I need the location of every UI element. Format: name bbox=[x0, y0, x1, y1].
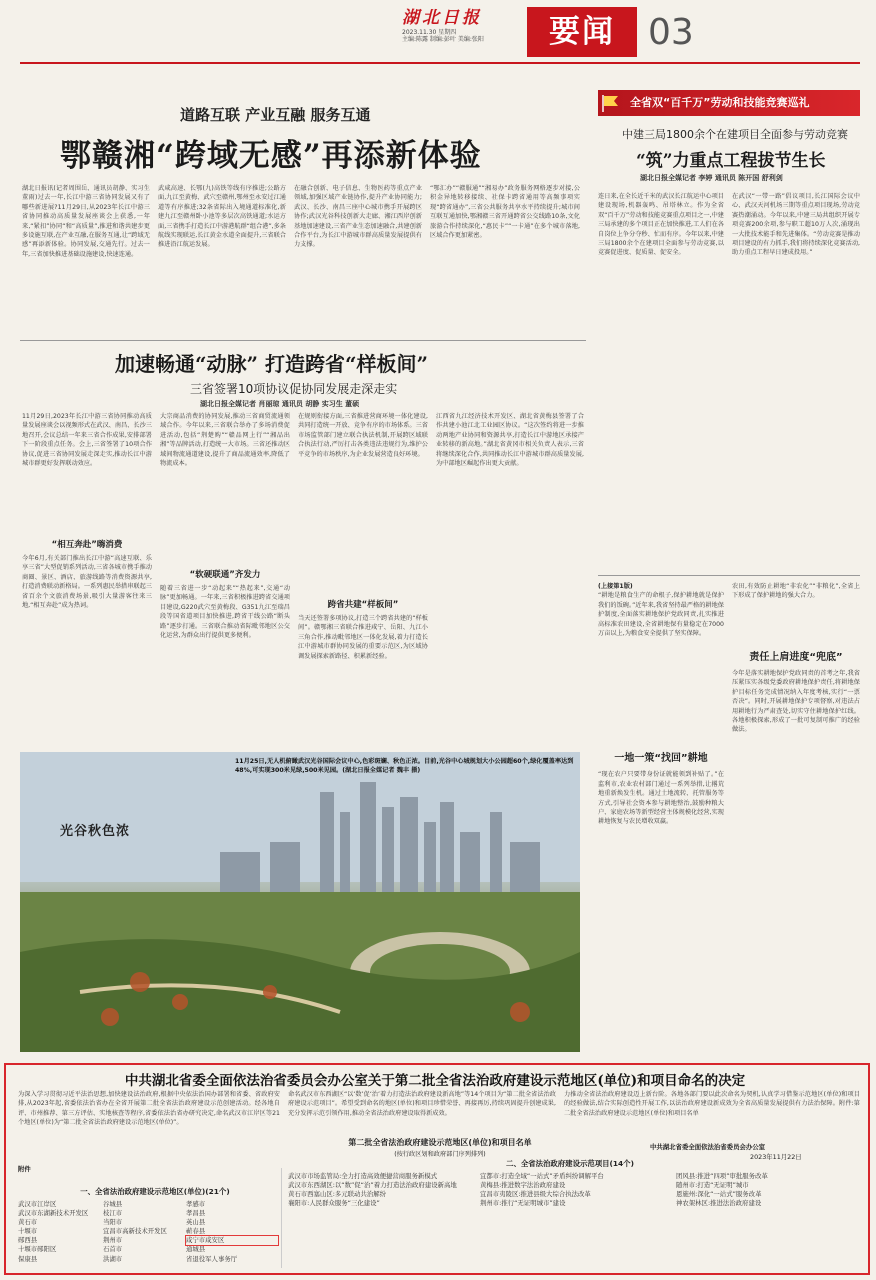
list-item: 石首市 bbox=[103, 1245, 123, 1254]
decision-title: 中共湖北省委全面依法治省委员会办公室关于第二批全省法治政府建设示范地区(单位)和项目命名的决定 bbox=[124, 1073, 746, 1089]
list-item: 英山县 bbox=[186, 1218, 206, 1227]
list-item: 荆州市 bbox=[103, 1236, 123, 1245]
right-headline: “筑”力重点工程拔节生长 bbox=[636, 151, 826, 171]
right-kicker: 中建三局1800余个在建项目全面参与劳动竞赛 bbox=[622, 128, 848, 141]
column-rule bbox=[281, 1168, 282, 1268]
second-col-2 bbox=[160, 412, 290, 742]
list-item: 随州市:打造“无证明”城市 bbox=[676, 1181, 749, 1190]
second-col-1 bbox=[22, 412, 152, 742]
list-item: 十堰市 bbox=[18, 1227, 38, 1236]
decision-signature: 中共湖北省委全面依法治省委员会办公室 bbox=[650, 1143, 766, 1151]
issue-info bbox=[402, 29, 522, 43]
list-item: 武汉市东西湖区:以“数”促“治”着力打造法治政府建设新高地 bbox=[288, 1181, 457, 1190]
list-item: 洪湖市 bbox=[103, 1254, 123, 1263]
list-item: 黄石市西塞山区:多元联动共治解纷 bbox=[288, 1190, 387, 1199]
list-item: 宜昌市夷陵区:推进县级大综合执法改革 bbox=[480, 1190, 591, 1199]
list-item: 武汉市市场监管局:全力打造高效便捷营商服务新模式 bbox=[288, 1172, 438, 1180]
list-item: 当阳市 bbox=[103, 1218, 123, 1227]
lead-headline: 鄂赣湘“跨域无感”再添新体验 bbox=[60, 138, 482, 174]
photo-title: 光谷秋色浓 bbox=[60, 824, 131, 839]
newspaper-logo: 湖北日报 bbox=[402, 8, 482, 28]
photo-caption: 11月25日,无人机俯瞰武汉光谷国际会议中心,色彩斑斓、秋色正浓。目前,光谷中心城规划大小公园超60个,绿化覆盖率达到48%,可实现300米见绿,500米见园。(湖北日报全媒记者 魏丰 摄) bbox=[235, 758, 574, 774]
right-col-4b-text: 今年是落实耕地保护党政同责的首考之年,我省压紧压实各级党委政府耕地保护责任,将耕地保护目标任务完成情况纳入年度考核,实行“一票否决”。同时,开展耕地保护专项督察,对违法占用耕地行为严肃查处,切实守住耕地保护红线。各地积极探索,形成了一批可复制可推广的经验做法。 bbox=[732, 670, 860, 734]
second-col-2-text: 大宗商品消费的协同发展,推动三省商贸流通领域合作。今年以来,三省联合举办了多场消费促进活动,包括“荆楚购”“赣品网上行”“湘品出湘”等品牌活动,打造统一大市场。三省还推动区域间物流通道建设,提升了商品流通效率,降低了物流成本。 bbox=[160, 413, 290, 468]
right-banner: 全省双“百千万”劳动和技能竞赛巡礼 bbox=[598, 90, 860, 116]
flag-icon bbox=[600, 93, 622, 113]
list-item: 恩施州:深化“一站式”服务改革 bbox=[676, 1190, 762, 1199]
second-col-2b-text: 随着三省进一步“动起来”“热起来”,交通“动脉”更加畅通。一年来,三省积极推进跨省交通项目建设,G220武穴至黄梅段、G351九江至瑞昌段等国省道项目加快推进,跨省干线公路“断头路”逐步打通。三省联合推动省际毗邻地区公交化运营,为群众出行提供更多便利。 bbox=[160, 585, 290, 640]
list-item-highlighted: 咸宁市咸安区 bbox=[186, 1236, 278, 1245]
second-col-3 bbox=[298, 412, 428, 742]
list-item: 枝江市 bbox=[103, 1209, 123, 1218]
right-divider bbox=[598, 575, 860, 576]
list2-column-3 bbox=[676, 1172, 860, 1208]
decision-body-2: 命名武汉市东西湖区“以‘数’促‘治’着力打造法治政府建设新高地”等14个项目为“第二批全省法治政府建设示范项目”。希望受到命名的地区(单位)和项目珍惜荣誉、再接再厉,持续巩固提升创建成果,充分发挥示范引领作用,推动全省法治政府建设取得新成效。 bbox=[288, 1091, 556, 1117]
decision-body-3: 力推动全省法治政府建设迈上新台阶。各地各部门要以此次命名为契机,认真学习借鉴示范地区(单位)和项目的经验做法,结合实际创造性开展工作,以法治政府建设新成效为全省高质量发展提供有力法治保障。附件:第二批全省法治政府建设示范地区(单位)和项目名单 bbox=[564, 1091, 860, 1117]
news-photo bbox=[20, 752, 580, 1052]
list-item: 黄石市 bbox=[18, 1218, 38, 1227]
right-byline: 湖北日报全媒记者 李婷 通讯员 陈开国 舒利剑 bbox=[640, 174, 783, 182]
lead-divider bbox=[20, 340, 586, 341]
second-col-1-text: 11月29日,2023年长江中游三省协同推动高质量发展座谈会以视频形式在武汉、南昌、长沙三地召开,会议总结一年来三省合作成果,安排部署下一阶段重点任务。会上,三省签署了10项合作协议,促进三省协同发展走深走实,推动长江中游城市群更好发挥联动效应。 bbox=[22, 413, 152, 468]
list-item: 保康县 bbox=[18, 1254, 38, 1263]
city-skyline-image bbox=[20, 752, 580, 1052]
editors-line: 主编:陈露 制编:彭叶 美编:张阳 bbox=[402, 36, 484, 43]
list1-column-3 bbox=[186, 1200, 278, 1264]
list1-title: 一、全省法治政府建设示范地区(单位)(21个) bbox=[80, 1187, 230, 1196]
lead-col-3: 在融合创新、电子信息、生物医药等重点产业领域,加强区域产业链协作,提升产业协同能力;武汉、长沙、南昌三座中心城市携手开展跨区协作;武汉光谷科技创新大走廊、湘江西岸创新基地加速建设,三省产业生态加速融合,共建创新合作平台,为长江中游城市群高质量发展提供有力支撑。 bbox=[294, 185, 422, 249]
list1-column-2 bbox=[103, 1200, 183, 1264]
list2-column-1 bbox=[288, 1172, 474, 1208]
list-item: 黄梅县:推进数字法治政府建设 bbox=[480, 1181, 566, 1190]
annex-label: 附件 bbox=[18, 1165, 31, 1173]
right-col-4 bbox=[732, 582, 860, 1052]
list-item: 宜昌市高新技术开发区 bbox=[103, 1227, 167, 1236]
list-item: 孝感市 bbox=[186, 1200, 206, 1208]
second-subhead: 三省签署10项协议促协同发展走深走实 bbox=[190, 382, 398, 396]
right-col-3b-text: “现在农户只要带身份证就能领到补贴了。”在监利市,农业农村部门通过一系列举措,让撂荒地重新焕发生机。通过土地流转、托管服务等方式,引导社会资本参与耕地整治,鼓励种粮大户、家庭农场等新型经营主体规模化经营,实现耕地恢复与农民增收双赢。 bbox=[598, 771, 724, 826]
second-col-1b-text: 今年6月,有关部门推出长江中游“高速互联、乐享三省”大型促销系列活动,三省各城市携手推动商圈、景区、酒店、旅游线路等消费资源共享,打造消费联动新格局。一系列惠民举措串联起三省百余个文旅消费场景,吸引大量游客往来三地,“相互奔赴”成为热词。 bbox=[22, 555, 152, 610]
decision-body-1: 为深入学习贯彻习近平法治思想,加快建设法治政府,根据中央依法治国办部署和省委、省政府安排,从2023年起,省委依法治省办在全省开展第二批全省法治政府建设示范创建活动。经各地自评、市州推荐、第三方评估、实地核查等程序,省委依法治省办研究决定,命名武汉市江岸区等21个地区(单位)为“第二批全省法治政府建设示范地区(单位)”。 bbox=[18, 1091, 280, 1127]
lead-kicker: 道路互联 产业互融 服务互通 bbox=[180, 106, 371, 124]
list2-title: 二、全省法治政府建设示范项目(14个) bbox=[506, 1159, 634, 1168]
list-item: 通城县 bbox=[186, 1245, 206, 1254]
second-subtitle-1: “相互奔赴”嗨消费 bbox=[51, 540, 123, 550]
page-number: 03 bbox=[648, 12, 694, 53]
second-subtitle-3: 跨省共建“样板间” bbox=[327, 600, 399, 610]
second-col-4: 江西省九江经济技术开发区、湖北省黄梅县签署了合作共建小池江北工业园区协议。“这次签约将进一步推动两地产业协同和资源共享,打造长江中游地区承接产业转移的新高地。”湖北省黄冈市相关负责人表示,三省将继续深化合作,共同推动长江中游城市群高质量发展,为中部地区崛起作出更大贡献。 bbox=[436, 413, 584, 468]
issue-date: 2023.11.30 星期四 bbox=[402, 29, 457, 36]
list-item: 团风县:推进“四项”审批服务改革 bbox=[676, 1172, 768, 1180]
list-item: 荆州市:推行“无证明城市”建设 bbox=[480, 1199, 566, 1208]
second-col-3b-text: 当天还签署多项协议,打造三个跨省共建的“样板间”。赣鄂湘三省联合推进咸宁、岳阳、九江小三角合作,推动毗邻地区一体化发展,着力打造长江中游城市群协同发展的重要示范区,为区域协调发展探索新路径、积累新经验。 bbox=[298, 615, 428, 660]
list2-column-2 bbox=[480, 1172, 668, 1208]
right-col-4-text: 农田,有效防止耕地“非农化”“非粮化”,全省上下形成了保护耕地的强大合力。 bbox=[732, 583, 860, 600]
annex-title: 第二批全省法治政府建设示范地区(单位)和项目名单 bbox=[348, 1138, 532, 1147]
annex-note: (按行政区划和政府部门序列排列) bbox=[394, 1151, 486, 1158]
right-subtitle-1: 一地一策“找回”耕地 bbox=[614, 753, 708, 765]
list-item: 武汉市东湖新技术开发区 bbox=[18, 1209, 89, 1218]
list1-column-1 bbox=[18, 1200, 98, 1264]
lead-col-1: 湖北日报讯(记者周围岳、通讯员胡静、实习生董雨)过去一年,长江中游三省协同发展又有了哪些新进展?11月29日,从2023年长江中游三省协同推动高质量发展座谈会上获悉,一年来,“紧扣”协同“和“高质量”,推进和谐共建步更多设施互联,在产业互融,在服务互通,让“跨域无感”再添新体验。协同发展,交通先行。过去一年,三省加快推进基础设施建设,快速连通。 bbox=[22, 185, 150, 258]
list-item: 神农架林区:推进法治政府建设 bbox=[676, 1199, 762, 1208]
lead-col-2: 武咸高速、长鄂(九)高铁等线有序推进;公路方面,九江至黄梅、武穴至赣州,鄂州至永安过江通道等有序推进;32条省际出入境通道标准化,新建九江至赣州卧小池等多层次高铁通道;水运方面,三省携手打造长江中游港航群“组合港”,多条航线实现联运,长江黄金水道全面提升,三省联合推进沿江航运发展。 bbox=[158, 185, 286, 249]
second-col-3-text: 在规则衔接方面,三省推进营商环境一体化建设,共同打造统一开放、竞争有序的市场体系。三省市场监管部门建立联合执法机制,开展跨区域联合执法行动,严厉打击各类违法违规行为,维护公平竞争的市场秩序,为企业发展营造良好环境。 bbox=[298, 413, 428, 458]
second-byline: 湖北日报全媒记者 肖丽琼 通讯员 胡静 实习生 董硕 bbox=[200, 400, 360, 408]
right-col-2: 在武汉“一带一路”倡议项目,长江国际会议中心、武汉天河机场三期等重点项目现场,劳动竞赛热潮涌动。今年以来,中建三局共组织开展专项竞赛200余项,参与职工超10万人次,涌现出一大批技术能手和先进集体。“劳动竞赛是推动项目建设的有力抓手,我们将持续深化竞赛活动,助力重点工程早日建成投用。” bbox=[732, 193, 860, 257]
decision-date: 2023年11月22日 bbox=[750, 1153, 802, 1161]
right-continued-note: (上接第1版) bbox=[598, 583, 633, 590]
list-item: 宜都市:打造全域“一站式”矛盾纠纷调解平台 bbox=[480, 1172, 604, 1180]
list-item: 蕲春县 bbox=[186, 1227, 206, 1236]
right-col-1: 连日来,在全长近千米的武汉长江航运中心项目建设现场,机器轰鸣、吊塔林立。作为全省双“百千万”劳动和技能竞赛重点项目之一,中建三局承建的多个项目正在加快推进,工人们在各自岗位上争分夺秒、忙而有序。今年以来,中建三局1800余个在建项目全面参与劳动竞赛,以竞赛促进度、促质量、促安全。 bbox=[598, 193, 724, 257]
right-col-3 bbox=[598, 582, 724, 1052]
second-headline: 加速畅通“动脉” 打造跨省“样板间” bbox=[115, 352, 428, 376]
second-subtitle-2: “软硬联通”齐发力 bbox=[189, 570, 261, 580]
list-item: 武汉市江岸区 bbox=[18, 1200, 57, 1208]
list-item: 郧西县 bbox=[18, 1236, 38, 1245]
list-item: 十堰市郧阳区 bbox=[18, 1245, 57, 1254]
right-subtitle-2: 责任上肩进度“兜底” bbox=[749, 652, 843, 663]
right-col-3-text: “耕地是粮食生产的命根子,保护耕地就是保护我们的饭碗。”近年来,我省坚持最严格的耕地保护制度,全面落实耕地保护党政同责,扎实推进高标准农田建设,全省耕地保有量稳定在7000万亩以上,为粮食安全提供了坚实保障。 bbox=[598, 592, 724, 638]
list-item: 谷城县 bbox=[103, 1200, 123, 1208]
list-item: 襄阳市:人民群众服务“三化建设” bbox=[288, 1199, 380, 1208]
masthead-rule bbox=[20, 62, 860, 64]
list-item: 省退役军人事务厅 bbox=[186, 1254, 238, 1263]
section-title: 要闻 bbox=[527, 7, 637, 57]
list-item: 孝昌县 bbox=[186, 1209, 206, 1218]
lead-col-4: “鄂汇办”“赣服通”“湘易办”政务服务网格逐步对接,公积金异地转移接续、社保卡跨省通用等高频事项实现“跨省通办”,三省公共服务共享水平持续提升;城市间互联互通加快,鄂湘赣三省开通跨省公交线路10条,文化旅游合作持续深化,“惠民卡”“一卡通”在多个城市落地,区域合作更加紧密。 bbox=[430, 185, 580, 240]
